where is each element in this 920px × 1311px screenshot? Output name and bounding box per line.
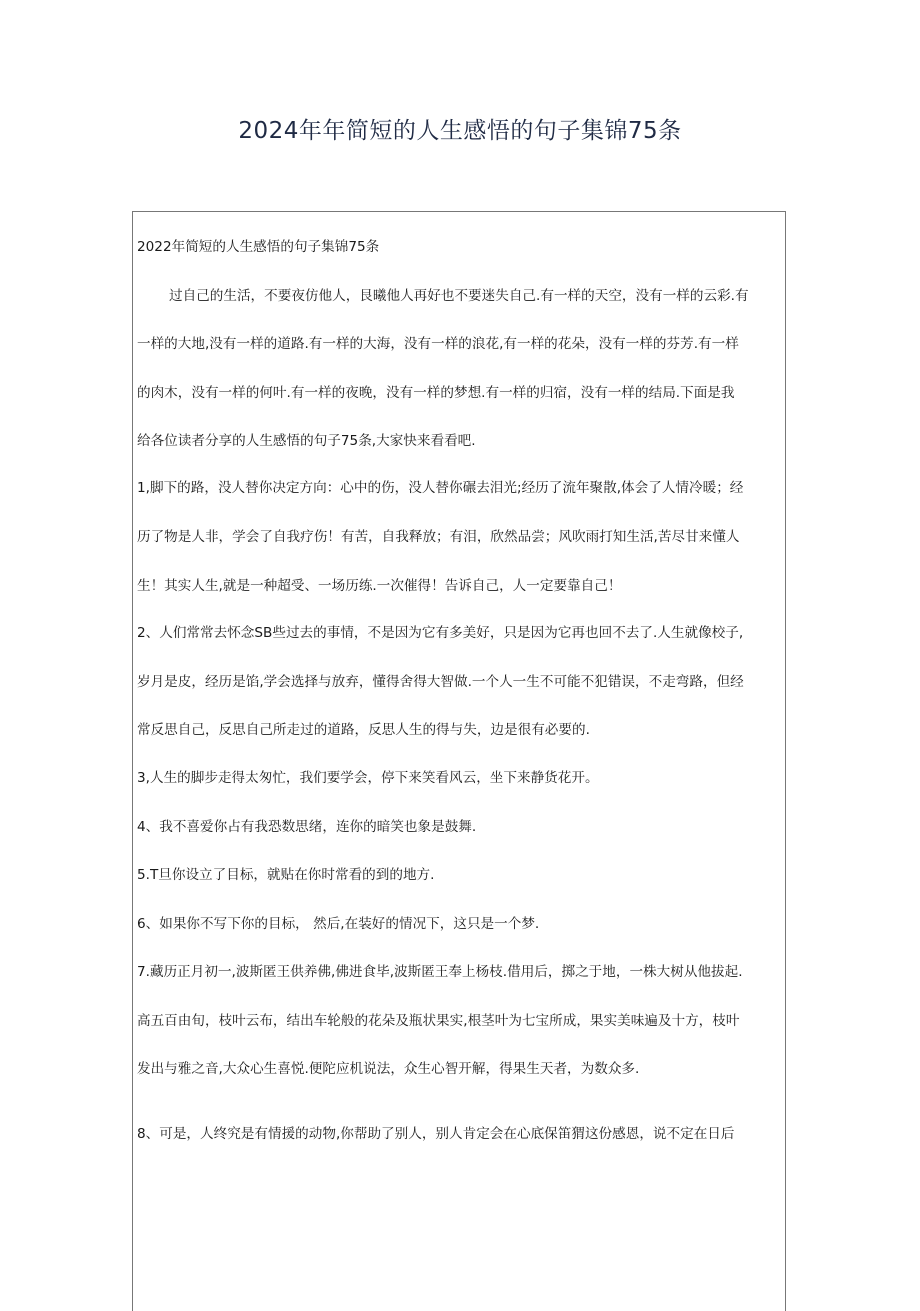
item-8-line: 8、可是，人终究是有情援的动物,你帮助了别人，别人肯定会在心底保笛猬这份感恩，说不定在日后 [137,1126,735,1142]
item-1-line: 生！其实人生,就是一种超受、一场历练.一次催得！告诉自己，人一定要靠自己！ [137,578,622,594]
page-title: 2024年年简短的人生感悟的句子集锦75条 [238,118,682,144]
item-2-line: 2、人们常常去怀念SB些过去的事情，不是因为它有多美好，只是因为它再也回不去了.人生就像校子, [137,625,744,641]
item-2-line: 岁月是皮，经历是馅,学会选择与放弃，懂得舍得大智做.一个人一生不可能不犯错误，不走弯路，但经 [137,674,744,690]
content-box [132,211,786,1311]
intro-line: 一样的大地,没有一样的道路.有一样的大海，没有一样的浪花,有一样的花朵，没有一样的芬芳.有一样 [137,336,739,352]
item-5-line: 5.T旦你设立了目标，就贴在你时常看的到的地方. [137,867,435,883]
item-7-line: 高五百由旬，枝叶云布，结出车轮般的花朵及瓶状果实,根茎叶为七宝所成，果实美味遍及十方，枝叶 [137,1013,740,1029]
intro-line: 过自己的生活，不要夜仿他人，艮曦他人再好也不要迷失自己.有一样的天空，没有一样的云彩.有 [169,288,749,304]
intro-line: 的肉木，没有一样的何叶.有一样的夜晚，没有一样的梦想.有一样的归宿，没有一样的结局.下面是我 [137,385,735,401]
item-1-line: 1,脚下的路，没人替你决定方向：心中的伤，没人替你碾去泪光;经历了流年聚散,体会了人情冷暖；经 [137,480,744,496]
item-4-line: 4、我不喜爱你占有我恐数思绪，连你的暗笑也象是鼓舞. [137,819,477,835]
document-subtitle: 2022年简短的人生感悟的句子集锦75条 [137,239,380,255]
item-7-line: 发出与雅之音,大众心生喜悦.便陀应机说法，众生心智开解，得果生天者，为数众多. [137,1061,640,1077]
item-7-line: 7.藏历正月初一,波斯匿王供养佛,佛进食毕,波斯匿王奉上杨枝.借用后，掷之于地，一株大树从他拔起. [137,964,743,980]
item-3-line: 3,人生的脚步走得太匆忙，我们要学会，停下来笑看风云，坐下来静货花开。 [137,770,599,786]
item-2-line: 常反思自己，反思自己所走过的道路，反思人生的得与失，边是很有必要的. [137,722,590,738]
item-6-line: 6、如果你不写下你的目标， 然后,在装好的情况下，这只是一个梦. [137,916,540,932]
item-1-line: 历了物是人非，学会了自我疗伤！有苦，自我释放；有泪，欣然品尝；风吹雨打知生活,苦尽甘来懂人 [137,529,740,545]
intro-line: 给各位读者分享的人生感悟的句子75条,大家快来看看吧. [137,433,476,449]
